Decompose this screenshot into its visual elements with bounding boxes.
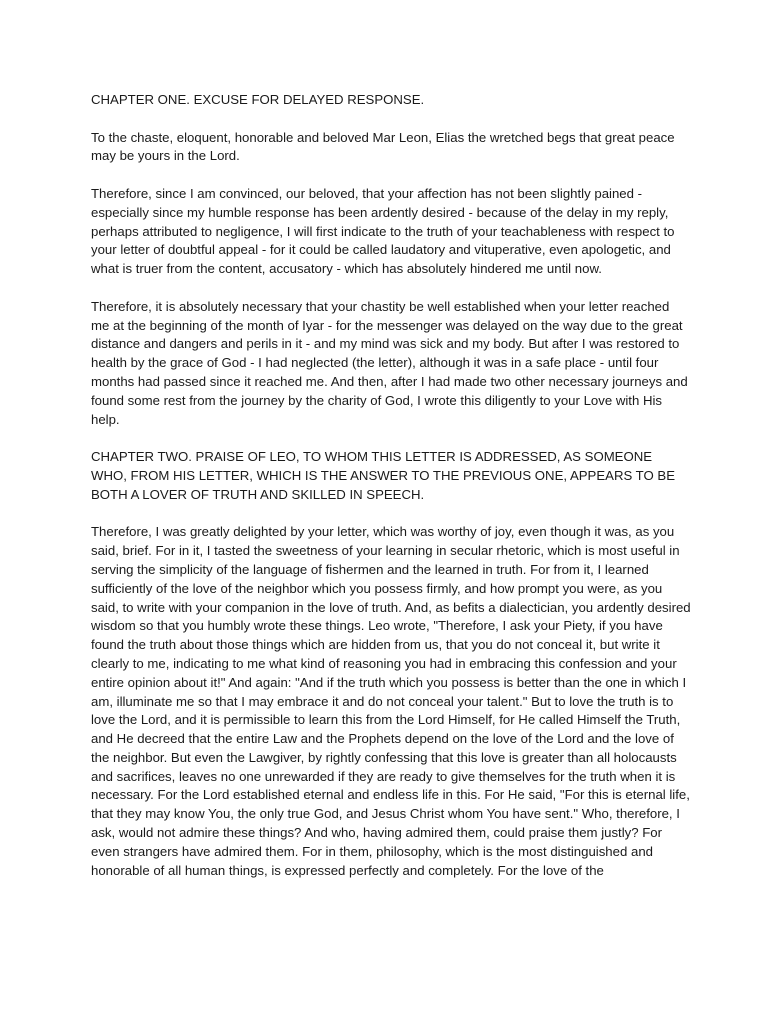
excuse-paragraph: Therefore, since I am convinced, our beloved, that your affection has not been slightly pained - especially since my humble response has been ardently desired - because of the delay in my reply, perhaps attributed to negligence, I will first indicate to the truth of your teachableness with respect to your letter of doubtful appeal - for it could be called laudatory and vituperative, even apologetic, and what is truer from the content, accusatory - which has absolutely hindered me until now. [91,185,675,277]
delay-paragraph: Therefore, it is absolutely necessary that your chastity be well established when your letter reached me at the beginning of the month of Iyar - for the messenger was delayed on the way due to the great distance and dangers and perils in it - and my mind was sick and my body. But after I was restored to health by the grace of God - I had neglected (the letter), although it was in a safe place - until four months had passed since it reached me. And then, after I had made two other necessary journeys and found some rest from the journey by the charity of God, I wrote this diligently to your Love with His help. [91,298,688,427]
praise-paragraph: Therefore, I was greatly delighted by your letter, which was worthy of joy, even though it was, as you said, brief. For in it, I tasted the sweetness of your learning in secular rhetoric, which is most useful in serving the simplicity of the language of fishermen and the learned in truth. For from it, I learned sufficiently of the love of the neighbor which you possess firmly, and how prompt you were, as you said, to write with your companion in the love of truth. And, as befits a dialectician, you ardently desired wisdom so that you humbly wrote these things. Leo wrote, "Therefore, I ask your Piety, if you have found the truth about those things which are hidden from us, that you do not conceal it, but write it clearly to me, indicating to me what kind of reasoning you had in embracing this confession and your entire opinion about it!" And again: "And if the truth which you possess is better than the one in which I am, illuminate me so that I may embrace it and do not conceal your talent." But to love the truth is to love the Lord, and it is permissible to learn this from the Lord Himself, for He called Himself the Truth, and He decreed that the entire Law and the Prophets depend on the love of the Lord and the love of the neighbor. But even the Lawgiver, by rightly confessing that this love is greater than all holocausts and sacrifices, leaves no one unrewarded if they are ready to give themselves for the truth when it is necessary. For the Lord established eternal and endless life in this. For He said, "For this is eternal life, that they may know You, the only true God, and Jesus Christ whom You have sent." Who, therefore, I ask, would not admire these things? And who, having admired them, could praise them justly? For even strangers have admired them. For in them, philosophy, which is the most distinguished and honorable of all human things, is expressed perfectly and completely. For the love of the [91,524,691,878]
chapter-one-heading: CHAPTER ONE. EXCUSE FOR DELAYED RESPONSE. [91,92,425,107]
salutation-paragraph: To the chaste, eloquent, honorable and beloved Mar Leon, Elias the wretched begs that great peace may be yours in the Lord. [91,129,675,164]
document-body [91,91,691,899]
chapter-two-heading: CHAPTER TWO. PRAISE OF LEO, TO WHOM THIS LETTER IS ADDRESSED, AS SOMEONE WHO, FROM HIS LETTER, WHICH IS THE ANSWER TO THE PREVIOUS ONE, APPEARS TO BE BOTH A LOVER OF TRUTH AND SKILLED IN SPEECH. [91,449,676,502]
